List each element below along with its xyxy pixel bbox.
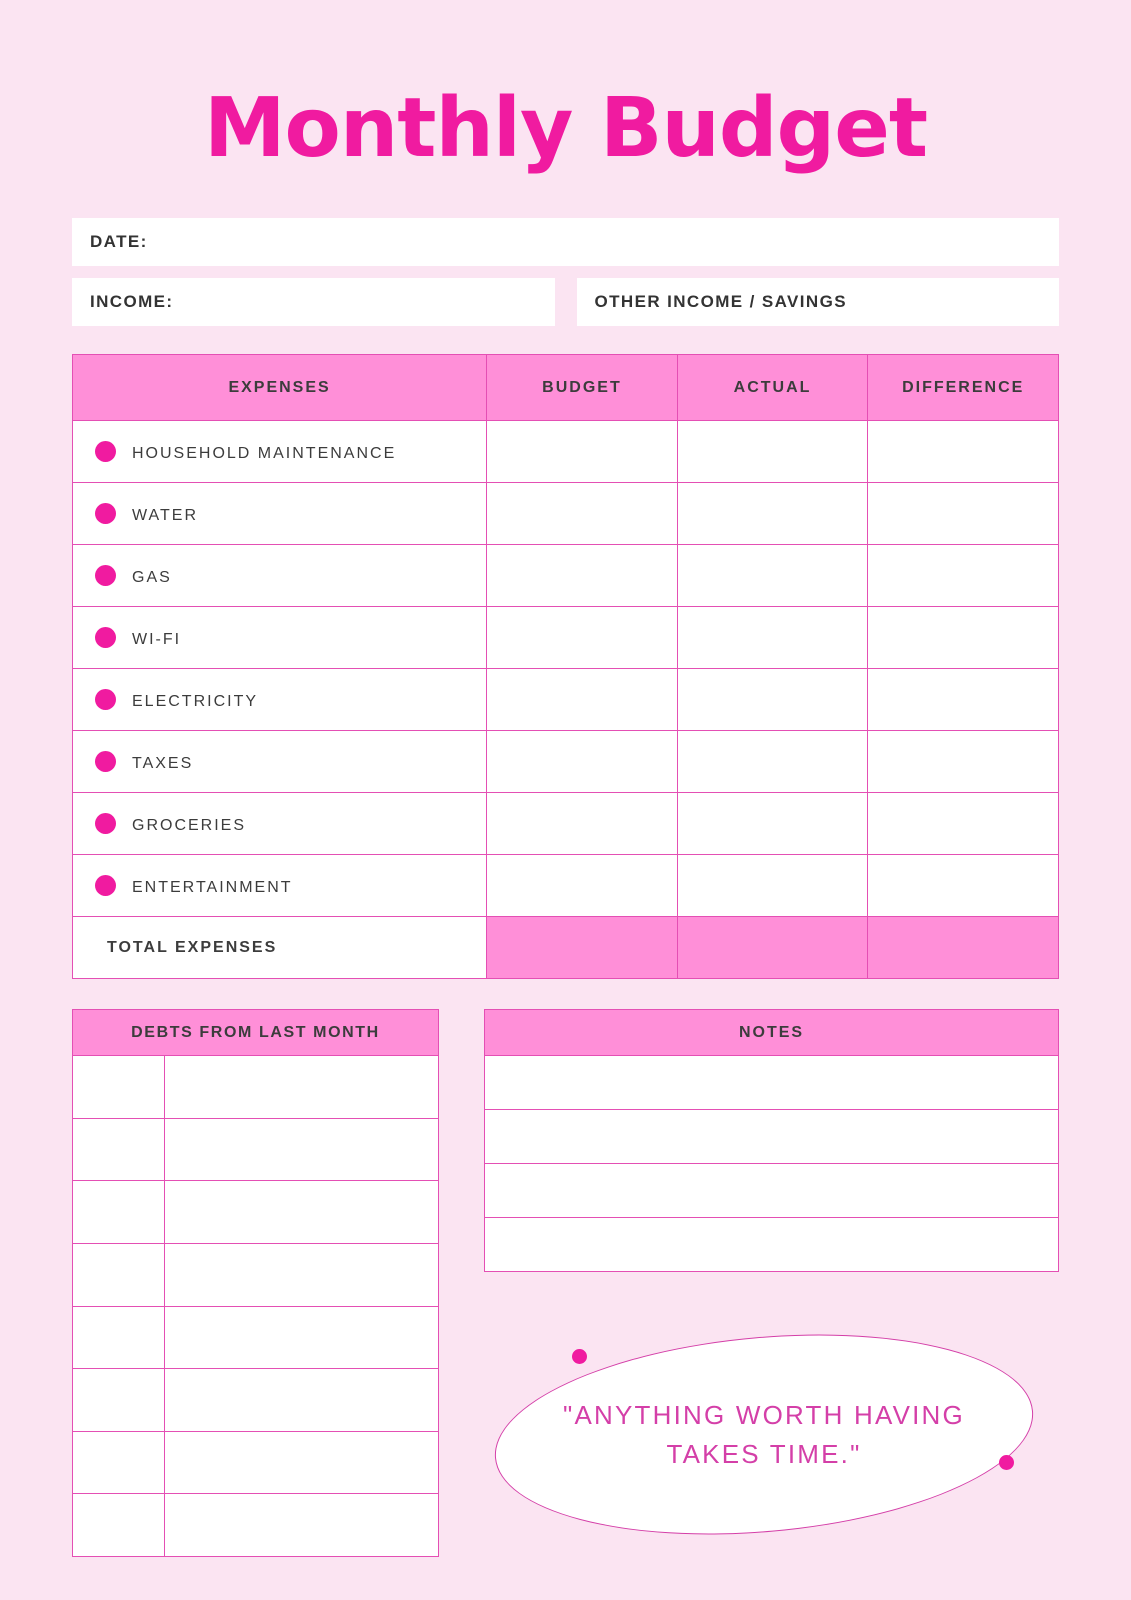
expense-label: ENTERTAINMENT — [132, 878, 293, 896]
debt-amount-cell[interactable] — [73, 1056, 165, 1119]
actual-cell[interactable] — [677, 669, 868, 731]
income-field[interactable] — [72, 278, 555, 326]
expenses-table — [72, 354, 1059, 979]
debt-desc-cell[interactable] — [164, 1369, 439, 1432]
quote-block — [484, 1327, 1059, 1557]
total-expenses-label: TOTAL EXPENSES — [73, 917, 487, 979]
income-row — [72, 278, 1059, 326]
budget-cell[interactable] — [487, 483, 678, 545]
debt-amount-cell[interactable] — [73, 1118, 165, 1181]
budget-cell[interactable] — [487, 793, 678, 855]
list-item — [73, 1056, 439, 1119]
quote-dot-icon — [999, 1455, 1014, 1470]
expense-label: GAS — [132, 568, 172, 586]
list-item — [73, 1369, 439, 1432]
notes-and-quote — [484, 1009, 1059, 1557]
notes-header-row — [485, 1010, 1059, 1056]
expense-label: ELECTRICITY — [132, 692, 259, 710]
actual-cell[interactable] — [677, 421, 868, 483]
lower-section — [72, 1009, 1059, 1557]
actual-cell[interactable] — [677, 731, 868, 793]
debt-desc-cell[interactable] — [164, 1306, 439, 1369]
table-row — [73, 731, 1059, 793]
expense-name-cell — [73, 669, 487, 731]
debt-desc-cell[interactable] — [164, 1118, 439, 1181]
debt-amount-cell[interactable] — [73, 1431, 165, 1494]
list-item — [73, 1431, 439, 1494]
list-item — [73, 1243, 439, 1306]
difference-cell[interactable] — [868, 731, 1059, 793]
bullet-icon — [95, 875, 116, 896]
bullet-icon — [95, 503, 116, 524]
list-item — [485, 1056, 1059, 1110]
debt-amount-cell[interactable] — [73, 1369, 165, 1432]
debt-desc-cell[interactable] — [164, 1494, 439, 1557]
debt-amount-cell[interactable] — [73, 1243, 165, 1306]
actual-cell[interactable] — [677, 793, 868, 855]
debt-desc-cell[interactable] — [164, 1243, 439, 1306]
debt-desc-cell[interactable] — [164, 1056, 439, 1119]
actual-cell[interactable] — [677, 545, 868, 607]
expense-label: GROCERIES — [132, 816, 247, 834]
quote-dot-icon — [572, 1349, 587, 1364]
total-actual-cell[interactable] — [677, 917, 868, 979]
bullet-icon — [95, 627, 116, 648]
quote-text: "ANYTHING WORTH HAVING TAKES TIME." — [563, 1399, 965, 1469]
debts-table — [72, 1009, 439, 1557]
difference-cell[interactable] — [868, 669, 1059, 731]
debts-header-row — [73, 1010, 439, 1056]
total-budget-cell[interactable] — [487, 917, 678, 979]
expense-name-cell — [73, 607, 487, 669]
expense-name-cell — [73, 545, 487, 607]
table-row — [73, 793, 1059, 855]
difference-cell[interactable] — [868, 545, 1059, 607]
expense-name-cell — [73, 793, 487, 855]
expense-label: TAXES — [132, 754, 194, 772]
budget-cell[interactable] — [487, 731, 678, 793]
debt-amount-cell[interactable] — [73, 1306, 165, 1369]
expense-name-cell — [73, 483, 487, 545]
table-row — [73, 669, 1059, 731]
table-row — [73, 545, 1059, 607]
note-line[interactable] — [485, 1110, 1059, 1164]
top-fields — [72, 218, 1059, 326]
list-item — [73, 1118, 439, 1181]
budget-cell[interactable] — [487, 545, 678, 607]
list-item — [73, 1181, 439, 1244]
total-row — [73, 917, 1059, 979]
header-difference: DIFFERENCE — [868, 355, 1059, 421]
debts-header: DEBTS FROM LAST MONTH — [73, 1010, 439, 1056]
date-label: DATE: — [90, 232, 148, 251]
list-item — [485, 1164, 1059, 1218]
list-item — [73, 1306, 439, 1369]
list-item — [485, 1110, 1059, 1164]
expense-label: HOUSEHOLD MAINTENANCE — [132, 444, 397, 462]
expense-label: WI-FI — [132, 630, 182, 648]
debt-desc-cell[interactable] — [164, 1181, 439, 1244]
header-budget: BUDGET — [487, 355, 678, 421]
expense-name-cell — [73, 421, 487, 483]
header-actual: ACTUAL — [677, 355, 868, 421]
difference-cell[interactable] — [868, 607, 1059, 669]
list-item — [73, 1494, 439, 1557]
note-line[interactable] — [485, 1056, 1059, 1110]
bullet-icon — [95, 813, 116, 834]
difference-cell[interactable] — [868, 855, 1059, 917]
bullet-icon — [95, 751, 116, 772]
page-title: Monthly Budget — [203, 81, 928, 176]
budget-cell[interactable] — [487, 669, 678, 731]
table-row — [73, 607, 1059, 669]
notes-table — [484, 1009, 1059, 1272]
total-difference-cell[interactable] — [868, 917, 1059, 979]
note-line[interactable] — [485, 1164, 1059, 1218]
list-item — [485, 1218, 1059, 1272]
other-income-label: OTHER INCOME / SAVINGS — [594, 292, 847, 311]
actual-cell[interactable] — [677, 855, 868, 917]
difference-cell[interactable] — [868, 421, 1059, 483]
note-line[interactable] — [485, 1218, 1059, 1272]
header-expenses: EXPENSES — [73, 355, 487, 421]
budget-cell[interactable] — [487, 607, 678, 669]
bullet-icon — [95, 441, 116, 462]
bullet-icon — [95, 689, 116, 710]
debt-desc-cell[interactable] — [164, 1431, 439, 1494]
difference-cell[interactable] — [868, 793, 1059, 855]
expenses-header-row — [73, 355, 1059, 421]
table-row — [73, 483, 1059, 545]
notes-header: NOTES — [485, 1010, 1059, 1056]
actual-cell[interactable] — [677, 483, 868, 545]
income-label: INCOME: — [90, 292, 174, 311]
difference-cell[interactable] — [868, 483, 1059, 545]
other-income-field[interactable] — [577, 278, 1060, 326]
table-row — [73, 855, 1059, 917]
budget-cell[interactable] — [487, 855, 678, 917]
expense-name-cell — [73, 855, 487, 917]
bullet-icon — [95, 565, 116, 586]
budget-cell[interactable] — [487, 421, 678, 483]
actual-cell[interactable] — [677, 607, 868, 669]
date-row — [72, 218, 1059, 266]
expense-label: WATER — [132, 506, 198, 524]
debt-amount-cell[interactable] — [73, 1181, 165, 1244]
date-field[interactable] — [72, 218, 1059, 266]
table-row — [73, 421, 1059, 483]
expense-name-cell — [73, 731, 487, 793]
debt-amount-cell[interactable] — [73, 1494, 165, 1557]
